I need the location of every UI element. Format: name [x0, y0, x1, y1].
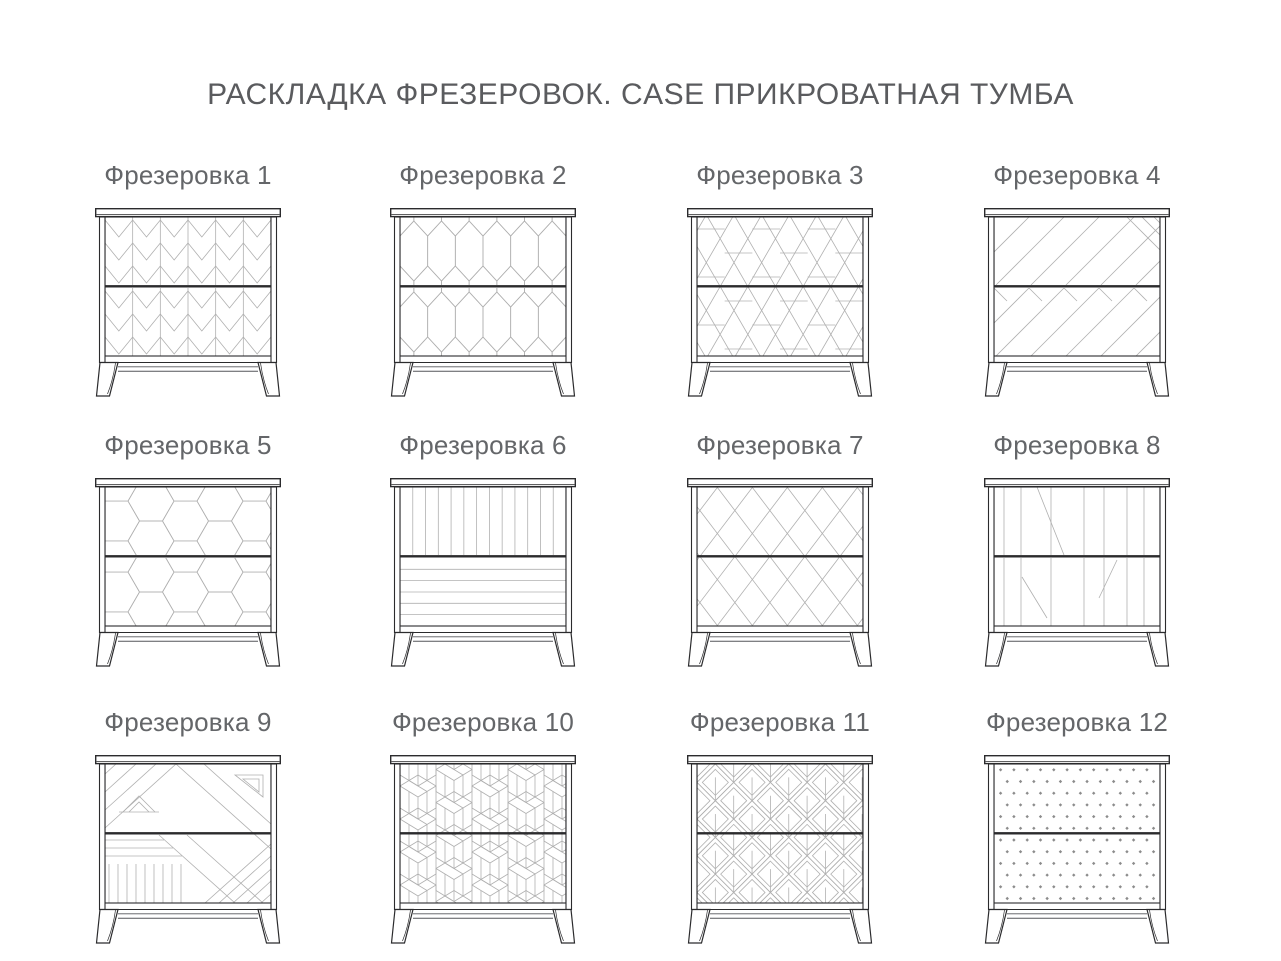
nightstand-drawing — [390, 755, 576, 945]
milling-option-cell — [680, 160, 880, 398]
milling-option-label: Фрезеровка 3 — [696, 160, 864, 190]
milling-option-label: Фрезеровка 2 — [399, 160, 567, 190]
milling-option-cell — [977, 430, 1177, 668]
milling-option-label: Фрезеровка 12 — [985, 707, 1169, 737]
nightstand-drawing — [687, 478, 873, 668]
nightstand-drawing — [390, 208, 576, 398]
page-title: РАСКЛАДКА ФРЕЗЕРОВОК. CASE ПРИКРОВАТНАЯ ТУМБА — [207, 78, 1074, 111]
milling-option-cell — [383, 430, 583, 668]
milling-option-label: Фрезеровка 6 — [399, 430, 567, 460]
milling-option-cell — [680, 707, 880, 945]
milling-option-cell — [88, 430, 288, 668]
milling-option-label: Фрезеровка 1 — [104, 160, 272, 190]
milling-option-label: Фрезеровка 11 — [689, 707, 871, 737]
nightstand-drawing — [687, 755, 873, 945]
nightstand-drawing — [95, 208, 281, 398]
nightstand-drawing — [984, 755, 1170, 945]
milling-option-cell — [977, 160, 1177, 398]
milling-option-label: Фрезеровка 9 — [104, 707, 272, 737]
milling-option-cell — [383, 160, 583, 398]
milling-option-cell — [680, 430, 880, 668]
nightstand-drawing — [390, 478, 576, 668]
milling-option-cell — [88, 160, 288, 398]
nightstand-drawing — [984, 478, 1170, 668]
milling-option-label: Фрезеровка 4 — [993, 160, 1161, 190]
nightstand-drawing — [95, 755, 281, 945]
nightstand-drawing — [687, 208, 873, 398]
milling-option-label: Фрезеровка 8 — [993, 430, 1161, 460]
milling-option-label: Фрезеровка 7 — [696, 430, 864, 460]
nightstand-drawing — [95, 478, 281, 668]
milling-option-label: Фрезеровка 5 — [104, 430, 272, 460]
milling-option-cell — [977, 707, 1177, 945]
milling-option-cell — [383, 707, 583, 945]
nightstand-drawing — [984, 208, 1170, 398]
milling-option-cell — [88, 707, 288, 945]
milling-option-label: Фрезеровка 10 — [391, 707, 575, 737]
